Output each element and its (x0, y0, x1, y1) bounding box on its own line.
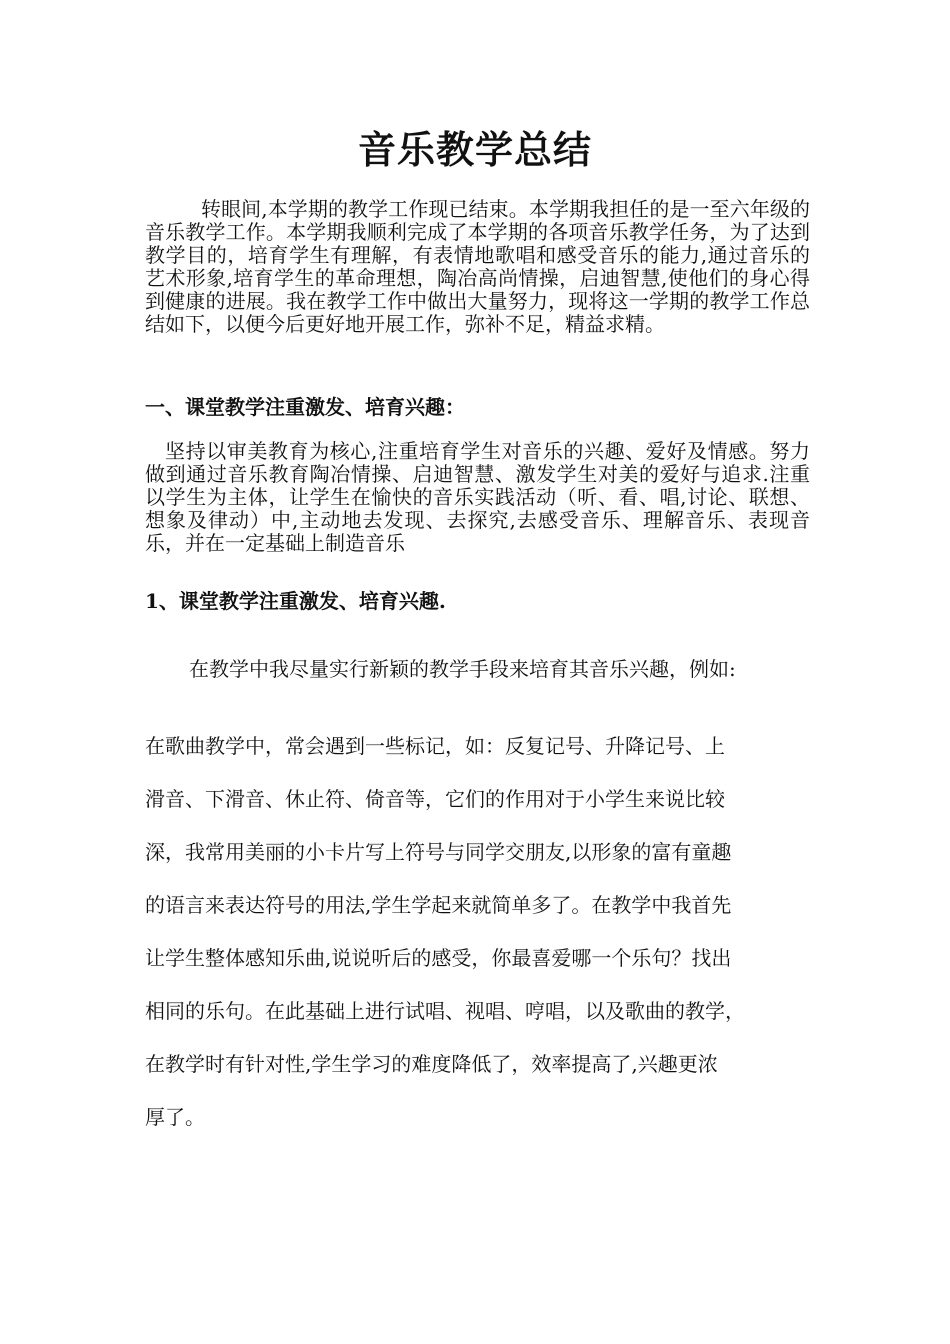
section-heading: 一、课堂教学注重激发、培育兴趣： (145, 395, 465, 419)
body-line: 厚了。 (145, 1105, 205, 1129)
body-line: 滑音、下滑音、休止符、倚音等，它们的作用对于小学生来说比较 (145, 787, 725, 811)
body-line: 相同的乐句。在此基础上进行试唱、视唱、哼唱，以及歌曲的教学， (145, 999, 745, 1023)
intro-paragraph: 转眼间,本学期的教学工作现已结束。本学期我担任的是一至六年级的音乐教学工作。本学期我顺利完成了本学期的各项音乐教学任务，为了达到教学目的，培育学生有理解，有表情地歌唱和感受音乐的能力,通过音乐的艺术形象,培育学生的革命理想，陶冶高尚情操，启迪智慧,使他们的身心得到健康的进展。我在教学工作中做出大量努力，现将这一学期的教学工作总结如下，以便今后更好地开展工作，弥补不足，精益求精。 (145, 197, 810, 336)
section-paragraph: 坚持以审美教育为核心,注重培育学生对音乐的兴趣、爱好及情感。努力做到通过音乐教育陶冶情操、启迪智慧、激发学生对美的爱好与追求.注重以学生为主体，让学生在愉快的音乐实践活动（听、看、唱,讨论、联想、想象及律动）中,主动地去发现、去探究,去感受音乐、理解音乐、表现音乐，并在一定基础上制造音乐 (145, 439, 810, 555)
body-line: 在教学时有针对性,学生学习的难度降低了，效率提高了,兴趣更浓 (145, 1052, 718, 1076)
body-line: 让学生整体感知乐曲,说说听后的感受，你最喜爱哪一个乐句？找出 (145, 946, 732, 970)
body-line: 深，我常用美丽的小卡片写上符号与同学交朋友,以形象的富有童趣 (145, 840, 732, 864)
document-title: 音乐教学总结 (357, 127, 592, 172)
subsection-heading: 1、课堂教学注重激发、培育兴趣. (145, 589, 446, 613)
subsection-intro: 在教学中我尽量实行新颖的教学手段来培育其音乐兴趣，例如: (189, 657, 736, 681)
body-line: 的语言来表达符号的用法,学生学起来就简单多了。在教学中我首先 (145, 893, 732, 917)
body-line: 在歌曲教学中，常会遇到一些标记，如：反复记号、升降记号、上 (145, 734, 725, 758)
subsection-body (145, 720, 810, 1144)
